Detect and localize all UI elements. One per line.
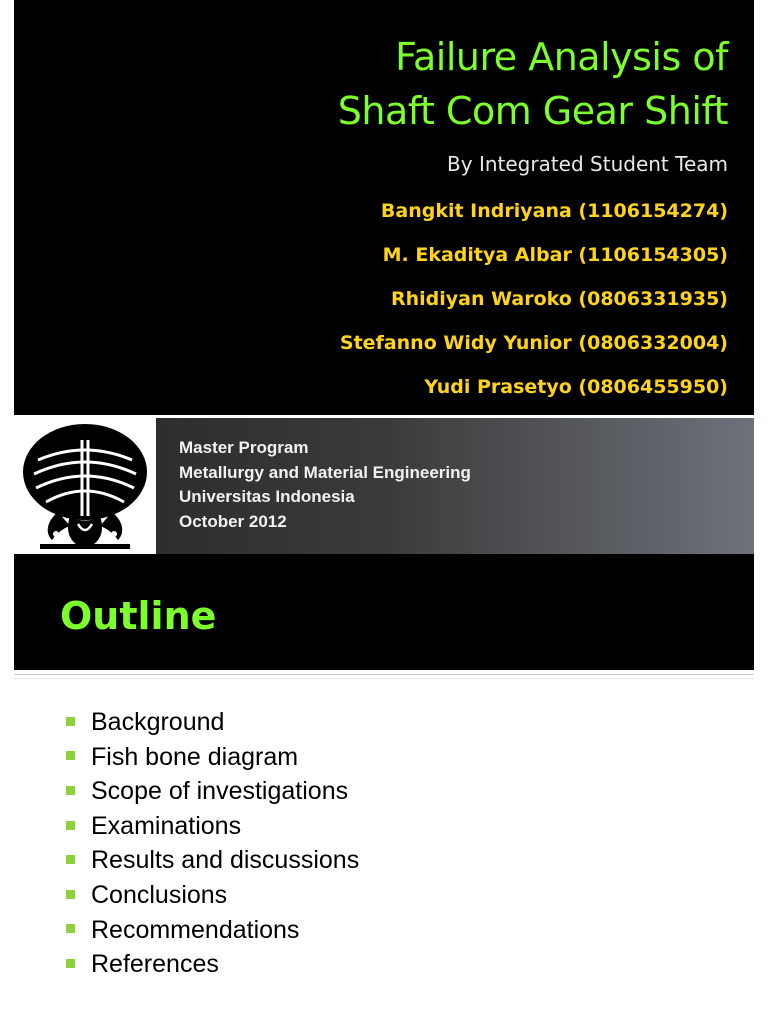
square-bullet-icon: [66, 855, 75, 864]
date-line: October 2012: [179, 511, 287, 531]
square-bullet-icon: [66, 786, 75, 795]
department-line: Metallurgy and Material Engineering: [179, 462, 471, 482]
slide-subtitle: By Integrated Student Team: [447, 152, 728, 176]
team-member: Rhidiyan Waroko (0806331935): [390, 288, 728, 310]
list-item-label: Background: [91, 708, 225, 736]
title-line-2: Shaft Com Gear Shift: [337, 89, 728, 133]
team-member: Bangkit Indriyana (1106154274): [380, 200, 728, 222]
list-item-label: Conclusions: [91, 880, 228, 909]
square-bullet-icon: [66, 751, 75, 760]
list-item: [66, 774, 359, 809]
list-item-label: Examinations: [91, 811, 242, 840]
square-bullet-icon: [66, 924, 75, 933]
title-slide: [14, 0, 754, 415]
team-member: Yudi Prasetyo (0806455950): [424, 376, 728, 398]
list-item-label: Scope of investigations: [91, 777, 349, 806]
list-item-label: Fish bone diagram: [91, 742, 299, 771]
outline-slide-header: [14, 554, 754, 670]
program-line: Master Program: [179, 438, 309, 457]
divider: [14, 674, 754, 675]
slide-title: [338, 30, 728, 138]
outline-title: Outline: [60, 594, 217, 638]
divider: [14, 678, 754, 679]
list-item-label: References: [91, 950, 219, 979]
university-logo: [14, 418, 156, 554]
list-item-label: Recommendations: [91, 915, 300, 944]
list-item: [66, 913, 359, 948]
title-line-1: Failure Analysis of: [395, 35, 728, 79]
team-member: Stefanno Widy Yunior (0806332004): [339, 332, 728, 354]
square-bullet-icon: [66, 821, 75, 830]
institution-band: [14, 418, 754, 554]
list-item: [66, 843, 359, 878]
university-line: Universitas Indonesia: [179, 487, 355, 506]
program-info: [179, 436, 471, 534]
square-bullet-icon: [66, 890, 75, 899]
list-item: [66, 740, 359, 775]
list-item: [66, 705, 359, 740]
team-members-list: [340, 196, 728, 416]
makara-logo-icon: [18, 420, 152, 552]
list-item-label: Results and discussions: [91, 846, 360, 875]
team-member: M. Ekaditya Albar (1106154305): [382, 244, 728, 266]
square-bullet-icon: [66, 959, 75, 968]
outline-list: [66, 705, 359, 982]
list-item: [66, 947, 359, 982]
square-bullet-icon: [66, 717, 75, 726]
list-item: [66, 878, 359, 913]
list-item: [66, 809, 359, 844]
